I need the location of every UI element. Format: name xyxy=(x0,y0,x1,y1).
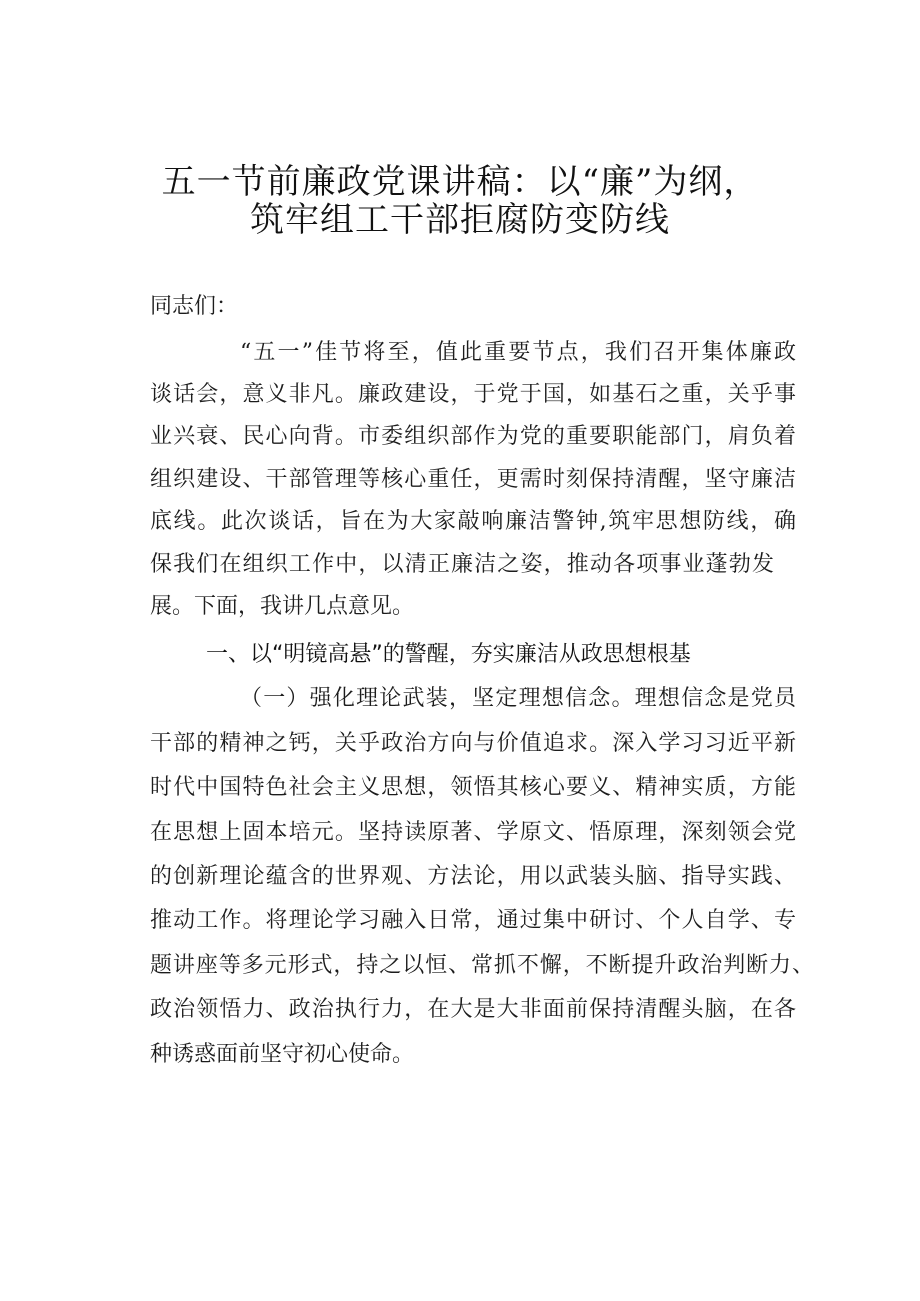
section-line: 推动工作。将理论学习融入日常，通过集中研讨、个人自学、专 xyxy=(150,908,796,933)
section-heading: 一、以“明镜高悬”的警醒，夯实廉洁从政思想根基 xyxy=(206,642,691,667)
section-line: 政治领悟力、政治执行力，在大是大非面前保持清醒头脑，在各 xyxy=(150,997,796,1022)
intro-line: 业兴衰、民心向背。市委组织部作为党的重要职能部门，肩负着 xyxy=(150,424,796,449)
section-line: 干部的精神之钙，关乎政治方向与价值追求。深入学习习近平新 xyxy=(150,731,796,756)
intro-line: 展。下面，我讲几点意见。 xyxy=(150,594,415,619)
document-title-line-1: 五一节前廉政党课讲稿：以“廉”为纲， xyxy=(161,162,759,202)
intro-line: 底线。此次谈话，旨在为大家敲响廉洁警钟,筑牢思想防线，确 xyxy=(150,509,796,534)
intro-line: 组织建设、干部管理等核心重任，更需时刻保持清醒，坚守廉洁 xyxy=(150,467,796,492)
section-line: 时代中国特色社会主义思想，领悟其核心要义、精神实质，方能 xyxy=(150,775,796,800)
salutation: 同志们： xyxy=(150,294,239,319)
intro-line: “五一”佳节将至，值此重要节点，我们召开集体廉政 xyxy=(240,340,796,365)
intro-line: 谈话会，意义非凡。廉政建设，于党于国，如基石之重，关乎事 xyxy=(150,382,796,407)
section-line: （一）强化理论武装，坚定理想信念。理想信念是党员 xyxy=(240,686,796,711)
document-title-line-2: 筑牢组工干部拒腐防变防线 xyxy=(250,200,670,240)
section-line: 的创新理论蕴含的世界观、方法论，用以武装头脑、指导实践、 xyxy=(150,864,796,889)
section-line: 在思想上固本培元。坚持读原著、学原文、悟原理，深刻领会党 xyxy=(150,820,796,845)
section-line: 题讲座等多元形式，持之以恒、常抓不懈，不断提升政治判断力、 xyxy=(150,953,814,978)
intro-line: 保我们在组织工作中，以清正廉洁之姿，推动各项事业蓬勃发 xyxy=(150,552,774,577)
section-line: 种诱惑面前坚守初心使命。 xyxy=(150,1042,415,1067)
